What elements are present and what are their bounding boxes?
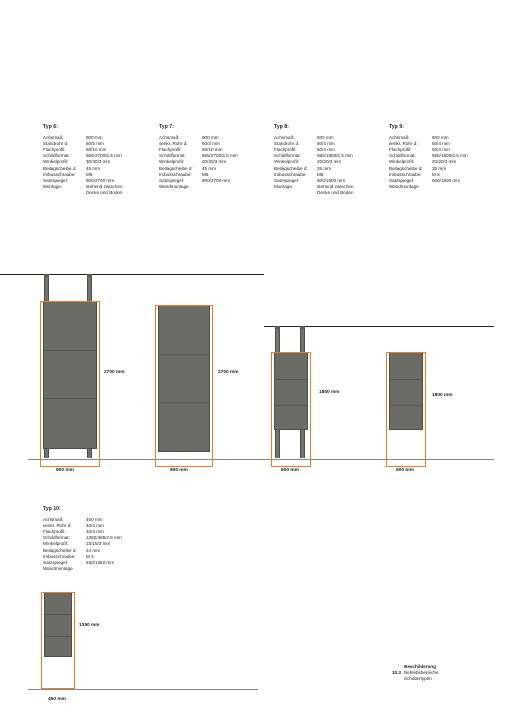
spec-key: Wandmontage (389, 183, 419, 189)
spec-key: Schildformat: (43, 535, 70, 541)
spec-key: Winkelprofil: (43, 541, 69, 547)
spec-typ-9 (389, 124, 468, 190)
spec-key (43, 190, 86, 196)
ceiling-line-right (264, 326, 494, 327)
spec-key: Winkelprofil: (389, 159, 415, 165)
spec-typ-10 (43, 506, 122, 572)
spec-key: Satzspiegel: (159, 177, 185, 183)
spec-key: Imbusschraube: (43, 171, 76, 177)
spec-value: M 5 (432, 171, 440, 177)
spec-key: Beilagscheibe d: (43, 547, 77, 553)
spec-key: Flachprofil: (159, 147, 182, 153)
footer-line-2: Schildertypen (404, 676, 432, 681)
spec-key: Winkelprofil: (43, 159, 69, 165)
spec-row (274, 190, 354, 196)
spec-value: 865/2700/2,5 mm (86, 153, 122, 159)
spec-key: Standrohr d: (43, 141, 69, 147)
spec-value: 900/2700 mm (202, 177, 231, 183)
spec-value: 60/5 mm (86, 141, 104, 147)
spec-key: Satzspiegel: (43, 559, 69, 565)
spec-key: Imbusschraube: (159, 171, 192, 177)
spec-value: 600 mm (317, 135, 334, 141)
spec-value: 50/4 mm (432, 141, 450, 147)
spec-value: M6 (86, 171, 93, 177)
width-label: 900 mm (56, 468, 74, 473)
spec-key: Standrohr d: (274, 141, 300, 147)
page-footer (392, 664, 438, 682)
spec-value: 450/1350 mm (86, 559, 115, 565)
width-label: 450 mm (48, 697, 66, 702)
spec-key: Achsmaß: (43, 517, 64, 523)
spec-key: Satzspiegel: (389, 177, 415, 183)
spec-key: Schildformat: (43, 153, 70, 159)
section-number: 10.3 (392, 670, 401, 675)
spec-value: 20/20/3 mm (432, 159, 457, 165)
spec-value: 50/4 mm (432, 147, 450, 153)
height-label: 1800 mm (319, 390, 340, 395)
spec-title: Typ 7: (159, 124, 174, 130)
footer-line-1: Betriebsbereiche (404, 670, 439, 675)
spec-key: Achsmaß: (389, 135, 410, 141)
spec-key: Flachprofil: (43, 529, 66, 535)
spec-key: Imbusschraube: (43, 553, 76, 559)
footer-title: Beschilderung (404, 664, 436, 669)
spec-key: Beilagscheibe d: (159, 165, 193, 171)
spec-key: Montage: (274, 183, 294, 189)
spec-key: Achsmaß: (43, 135, 64, 141)
width-label: 900 mm (170, 468, 188, 473)
spec-value: 30/30/3 mm (86, 159, 111, 165)
spec-value: Decke und Boden (86, 189, 123, 195)
spec-value: 600/1800 mm (317, 177, 346, 183)
spec-value: 30/30/3 mm (202, 159, 227, 165)
spec-key: Flachprofil: (274, 147, 297, 153)
spec-value: stehend zwischen (86, 183, 123, 189)
spec-key: senkr. Rohr d: (43, 523, 72, 529)
spec-value: 45 mm (202, 165, 217, 171)
size-outline (155, 305, 213, 467)
spec-title: Typ 8: (274, 124, 289, 130)
spec-value: 15/15/3 mm (86, 541, 111, 547)
spec-value: M6 (202, 171, 209, 177)
spec-key: Achsmaß: (274, 135, 295, 141)
spec-key: Imbusschraube: (389, 171, 422, 177)
spec-key: Imbusschraube: (274, 171, 307, 177)
spec-typ-7 (159, 124, 238, 190)
spec-key: senkr. Rohr d: (159, 141, 188, 147)
spec-key: Wandmontage (43, 565, 73, 571)
height-label: 1350 mm (79, 623, 100, 628)
spec-title: Typ 6: (43, 124, 58, 130)
spec-title: Typ 10: (43, 506, 61, 512)
spec-key: Beilagscheibe d: (389, 165, 423, 171)
spec-value: 865/2700/2,5 mm (202, 153, 238, 159)
spec-value: 45 mm (86, 165, 101, 171)
spec-key: Schildformat: (159, 153, 186, 159)
spec-key: Winkelprofil: (159, 159, 185, 165)
spec-key: Schildformat: (274, 153, 301, 159)
spec-value: 60/10 mm (202, 147, 223, 153)
spec-value: 450 mm (86, 517, 103, 523)
ceiling-line-left (0, 274, 264, 275)
spec-row (159, 184, 238, 190)
width-label: 600 mm (281, 468, 299, 473)
height-label: 2700 mm (104, 370, 125, 375)
size-outline (40, 301, 100, 467)
spec-key: Flachprofil: (43, 147, 66, 153)
spec-value: 24 mm (86, 547, 101, 553)
size-outline (386, 352, 426, 467)
spec-key: Satzspiegel: (274, 177, 300, 183)
spec-typ-8 (274, 124, 354, 196)
spec-value: 900 mm (86, 135, 103, 141)
width-label: 600 mm (396, 468, 414, 473)
spec-value: 900/2700 mm (86, 177, 115, 183)
spec-key: Schildformat: (389, 153, 416, 159)
spec-value: 600 mm (432, 135, 449, 141)
spec-row (389, 184, 468, 190)
spec-key (274, 190, 317, 196)
spec-value: 50/4 mm (317, 141, 335, 147)
spec-key: Beilagscheibe d: (274, 165, 308, 171)
spec-value: 60/10 mm (86, 147, 107, 153)
spec-key: Achsmaß: (159, 135, 180, 141)
spec-key: Flachprofil: (389, 147, 412, 153)
spec-value: 655/1800/2,5 mm (432, 153, 468, 159)
spec-title: Typ 9: (389, 124, 404, 130)
spec-value: 900 mm (202, 135, 219, 141)
spec-value: 35 mm (317, 165, 332, 171)
spec-value: 600/1800 mm (432, 177, 461, 183)
spec-value: 60/3 mm (202, 141, 220, 147)
spec-value: 20/20/3 mm (317, 159, 342, 165)
spec-typ-6 (43, 124, 123, 196)
size-outline (41, 592, 75, 689)
floor-line-typ10 (28, 689, 258, 690)
size-outline (271, 352, 311, 467)
spec-value: 50/4 mm (317, 147, 335, 153)
height-label: 1800 mm (432, 393, 453, 398)
spec-key: senkr. Rohr d: (389, 141, 418, 147)
spec-value: M 4 (86, 553, 94, 559)
spec-value: stehend zwischen (317, 183, 354, 189)
spec-value: Decke und Boden (317, 189, 354, 195)
spec-key: Montage: (43, 183, 63, 189)
height-label: 2700 mm (218, 370, 239, 375)
spec-row (43, 190, 123, 196)
spec-value: 35 mm (432, 165, 447, 171)
spec-value: 1350/485/2,5 mm (86, 535, 122, 541)
spec-key: Beilagscheibe d: (43, 165, 77, 171)
spec-value: 655/1800/2,5 mm (317, 153, 353, 159)
spec-key: Satzspiegel: (43, 177, 69, 183)
spec-key: Wandmontage (159, 183, 189, 189)
spec-value: M5 (317, 171, 324, 177)
spec-value: 40/4 mm (86, 523, 104, 529)
spec-row (43, 566, 122, 572)
spec-value: 40/4 mm (86, 529, 104, 535)
spec-key: Winkelprofil: (274, 159, 300, 165)
